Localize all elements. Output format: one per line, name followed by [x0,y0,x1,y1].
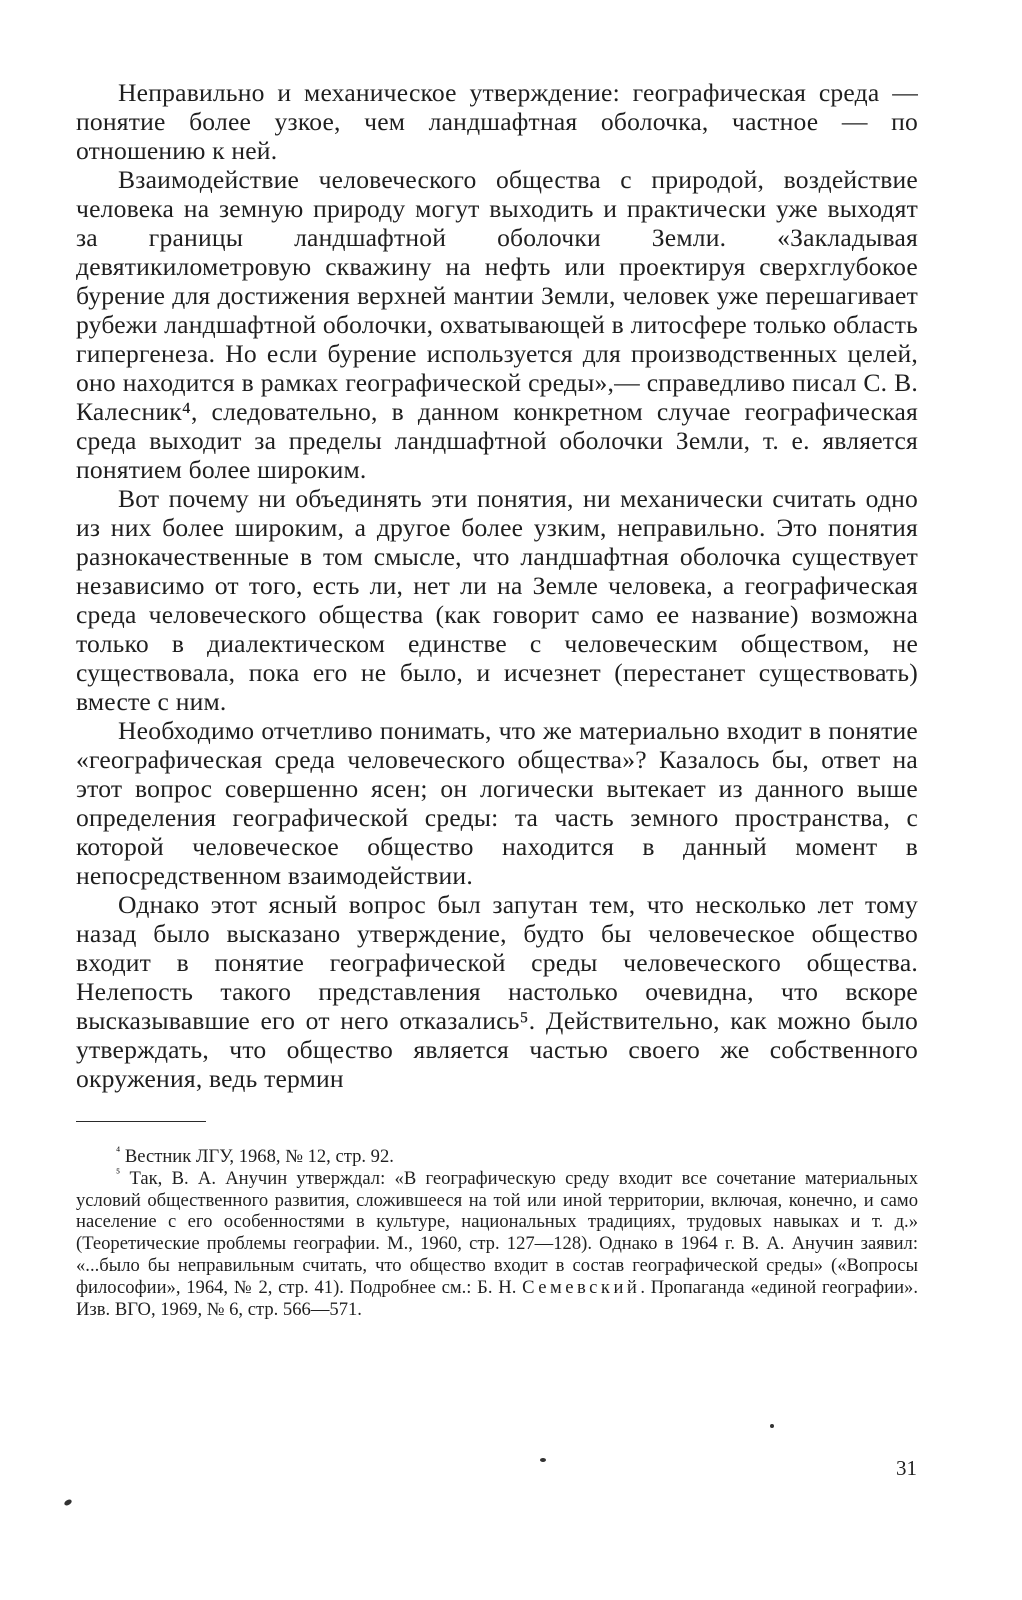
footnote-5 [76,1165,918,1321]
main-text [76,78,918,1093]
paragraph-3: Вот почему ни объединять эти понятия, ни механически считать одно из них более широким, а другое более узким, неправильно. Это понятия разнокачественные в том смысле, что ландшафтная оболочка существует независимо от того, есть ли, нет ли на Земле человека, а географическая среда человеческого общества (как говорит само ее название) возможна только в диалектическом единстве с человеческим обществом, не существовала, пока его не было, и исчезнет (перестанет существовать) вместе с ним. [76,484,918,716]
footnote-4 [76,1143,918,1168]
paragraph-4: Необходимо отчетливо понимать, что же материально входит в понятие «географическая среда человеческого общества»? Казалось бы, ответ на этот вопрос совершенно ясен; он логически вытекает из данного выше определения географической среды: та часть земного пространства, с которой человеческое общество находится в данный момент в непосредственном взаимодействии. [76,716,918,890]
footnote-4-text: Вестник ЛГУ, 1968, № 12, стр. 92. [124,1146,394,1167]
footnote-5-text-end: . Пропаганда «единой географии». Изв. ВГО, 1969, № 6, стр. 566—571. [76,1276,918,1320]
page-number: 31 [896,1456,917,1480]
footnote-4-mark: ⁴ [116,1143,121,1158]
page-content [76,78,918,1320]
footnote-5-text: Так, В. А. Анучин утверждал: «В географическую среду входит все сочетание материальных условий общественного развития, сложившееся на той или иной территории, включая, конечно, и само население с его особенностями в культуре, национальных традициях, трудовых навыках и т. д.» (Теоретические проблемы географии. М., 1960, стр. 127—128). Однако в 1964 г. В. А. Анучин заявил: «...было бы неправильным считать, что общество входит в состав географической среды» («Вопросы философии», 1964, № 2, стр. 41). Подробнее см.: Б. Н. [76,1167,918,1298]
footnote-5-mark: ⁵ [116,1165,121,1180]
paragraph-1: Неправильно и механическое утверждение: географическая среда — понятие более узкое, чем ландшафтная оболочка, частное — по отношению к ней. [76,78,918,165]
paragraph-2: Взаимодействие человеческого общества с природой, воздействие человека на земную природу могут выходить и практически уже выходят за границы ландшафтной оболочки Земли. «Закладывая девятикилометровую скважину на нефть или проектируя сверхглубокое бурение для достижения верхней мантии Земли, человек уже перешагивает рубежи ландшафтной оболочки, охватывающей в литосфере только область гипергенеза. Но если бурение используется для производственных целей, оно находится в рамках географической среды»,— справедливо писал С. В. Калесник⁴, следовательно, в данном конкретном случае географическая среда выходит за пределы ландшафтной оболочки Земли, т. е. является понятием более широким. [76,165,918,484]
footnote-divider [76,1121,206,1122]
scan-speck [63,1498,72,1506]
footnote-5-author: Семевский [522,1276,641,1298]
scan-speck [770,1424,774,1428]
scan-speck [540,1458,546,1462]
footnotes [76,1143,918,1320]
paragraph-5: Однако этот ясный вопрос был запутан тем, что несколько лет тому назад было высказано утверждение, будто бы человеческое общество входит в понятие географической среды человеческого общества. Нелепость такого представления настолько очевидна, что вскоре высказывавшие его от него отказались⁵. Действительно, как можно было утверждать, что общество является частью своего же собственного окружения, ведь термин [76,890,918,1093]
